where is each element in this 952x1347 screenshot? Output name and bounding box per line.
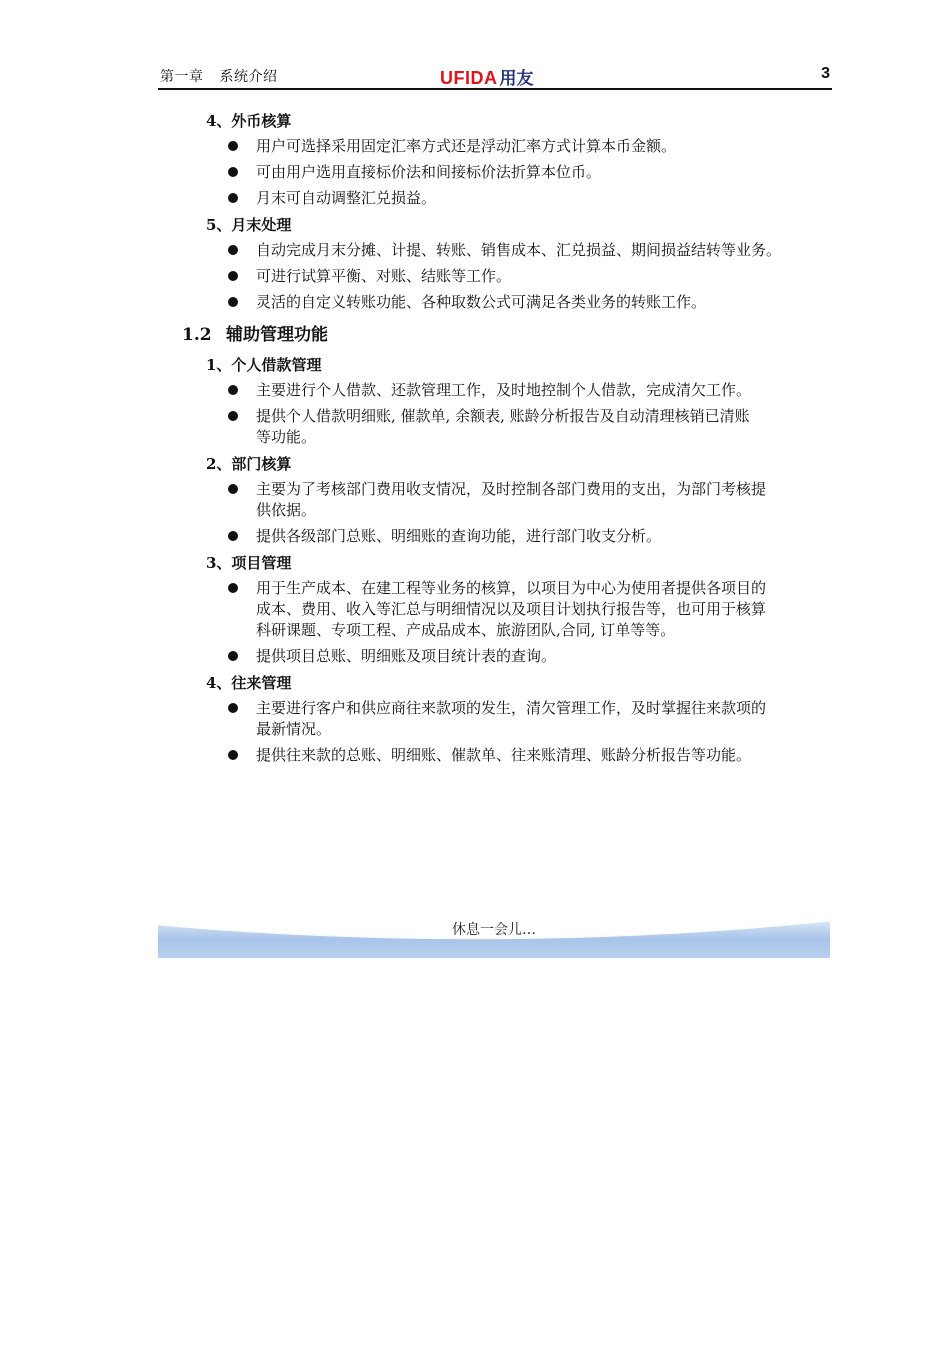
- bullet-item: [228, 479, 832, 521]
- bullet-text: 可进行试算平衡、对账、结账等工作。: [256, 267, 512, 285]
- bullet-text: 主要进行个人借款、还款管理工作，及时地控制个人借款，完成清欠工作。: [256, 381, 752, 399]
- bullet-item: [228, 698, 832, 740]
- bullet-item: [228, 162, 832, 183]
- bullet-item: [228, 406, 832, 448]
- bullet-item: [228, 578, 832, 641]
- bullet-text: 提供各级部门总账、明细账的查询功能，进行部门收支分析。: [256, 527, 662, 545]
- chapter-number: 第一章: [160, 69, 204, 85]
- logo-brand: UFIDA: [440, 68, 498, 88]
- bullet-dot-icon: [228, 271, 238, 281]
- bullet-dot-icon: [228, 245, 238, 255]
- bullet-text: 可由用户选用直接标价法和间接标价法折算本位币。: [256, 163, 602, 181]
- chapter-title: 系统介绍: [219, 69, 278, 85]
- bullet-text: 自动完成月末分摊、计提、转账、销售成本、汇兑损益、期间损益结转等业务。: [256, 241, 782, 259]
- bullet-item: [228, 136, 832, 157]
- bullet-item: [228, 266, 832, 287]
- ufida-logo: [440, 64, 534, 89]
- bullet-dot-icon: [228, 411, 238, 421]
- bullet-dot-icon: [228, 193, 238, 203]
- subheading: 5、月末处理: [206, 216, 292, 234]
- bullet-dot-icon: [228, 531, 238, 541]
- bullet-item: [228, 380, 832, 401]
- bullet-text: 用于生产成本、在建工程等业务的核算，以项目为中心为使用者提供各项目的 成本、费用、收入等汇总与明细情况以及项目计划执行报告等，也可用于核算 科研课题、专项工程、产成品成本、旅游团队,合同, 订单等等。: [256, 579, 767, 639]
- subheading: 1、个人借款管理: [206, 356, 322, 374]
- subheading: 4、外币核算: [206, 112, 292, 130]
- logo-cn: 用友: [499, 69, 534, 88]
- bullet-item: [228, 646, 832, 667]
- subheading: 2、部门核算: [206, 455, 292, 473]
- bullet-dot-icon: [228, 750, 238, 760]
- bullet-text: 提供个人借款明细账, 催款单, 余额表, 账龄分析报告及自动清理核销已清账 等功能。: [256, 407, 750, 446]
- bullet-text: 灵活的自定义转账功能、各种取数公式可满足各类业务的转账工作。: [256, 293, 707, 311]
- bullet-text: 提供项目总账、明细账及项目统计表的查询。: [256, 647, 557, 665]
- bullet-dot-icon: [228, 484, 238, 494]
- section-heading: [182, 320, 328, 345]
- bullet-dot-icon: [228, 583, 238, 593]
- bullet-item: [228, 240, 832, 261]
- subheading: 4、往来管理: [206, 674, 292, 692]
- chapter-label: [160, 66, 278, 86]
- bullet-text: 主要为了考核部门费用收支情况，及时控制各部门费用的支出，为部门考核提 供依据。: [256, 480, 767, 519]
- page-header: [158, 64, 832, 90]
- bullet-dot-icon: [228, 297, 238, 307]
- bullet-dot-icon: [228, 167, 238, 177]
- bullet-text: 月末可自动调整汇兑损益。: [256, 189, 437, 207]
- section-number: 1.2: [182, 325, 212, 345]
- bullet-text: 主要进行客户和供应商往来款项的发生，清欠管理工作，及时掌握往来款项的 最新情况。: [256, 699, 767, 738]
- footer-text: 休息一会儿…: [452, 922, 536, 938]
- section-title: 辅助管理功能: [226, 325, 328, 345]
- footer-banner: [158, 916, 830, 958]
- bullet-dot-icon: [228, 703, 238, 713]
- page-number: 3: [821, 65, 830, 82]
- bullet-item: [228, 526, 832, 547]
- bullet-dot-icon: [228, 651, 238, 661]
- bullet-item: [228, 745, 832, 766]
- bullet-text: 用户可选择采用固定汇率方式还是浮动汇率方式计算本币金额。: [256, 137, 677, 155]
- bullet-item: [228, 292, 832, 313]
- subheading: 3、项目管理: [206, 554, 292, 572]
- bullet-dot-icon: [228, 141, 238, 151]
- bullet-text: 提供往来款的总账、明细账、催款单、往来账清理、账龄分析报告等功能。: [256, 746, 752, 764]
- bullet-item: [228, 188, 832, 209]
- bullet-dot-icon: [228, 385, 238, 395]
